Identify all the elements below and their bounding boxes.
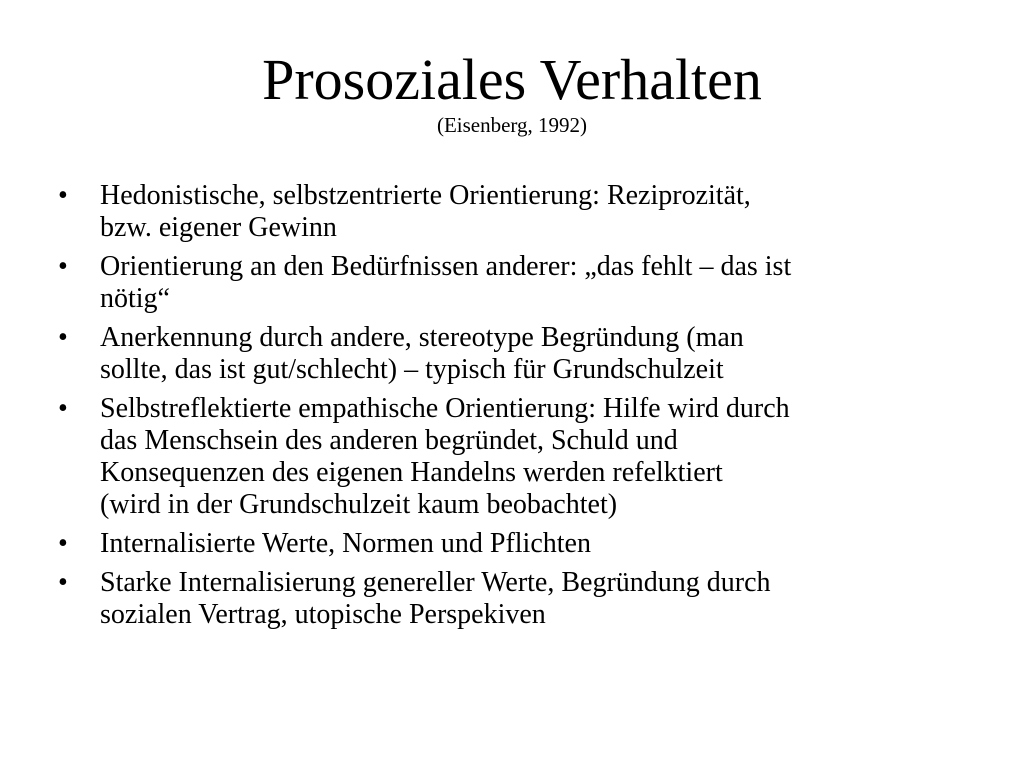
bullet-line: Hedonistische, selbstzentrierte Orientierung: Reziprozität, [100,180,751,211]
bullet-icon: • [58,528,68,559]
bullet-list [58,180,958,638]
bullet-line: Anerkennung durch andere, stereotype Begründung (man [100,322,744,353]
bullet-line: Orientierung an den Bedürfnissen anderer: „das fehlt – das ist [100,251,792,282]
bullet-line: das Menschsein des anderen begründet, Schuld und [100,425,678,456]
bullet-item-hedonistic [58,180,958,244]
bullet-line: Konsequenzen des eigenen Handelns werden refelktiert [100,457,723,488]
bullet-icon: • [58,180,68,211]
bullet-line: (wird in der Grundschulzeit kaum beobachtet) [100,489,618,520]
bullet-item-approval [58,322,958,386]
bullet-line: sozialen Vertrag, utopische Perspekiven [100,599,546,630]
bullet-line: nötig“ [100,283,170,314]
bullet-item-needs-oriented [58,251,958,315]
bullet-line: Selbstreflektierte empathische Orientierung: Hilfe wird durch [100,393,790,424]
bullet-line: Starke Internalisierung genereller Werte, Begründung durch [100,567,771,598]
bullet-icon: • [58,567,68,598]
bullet-item-internalized [58,528,958,560]
bullet-item-empathic [58,393,958,521]
bullet-icon: • [58,322,68,353]
bullet-line: Internalisierte Werte, Normen und Pflichten [100,528,591,559]
bullet-icon: • [58,251,68,282]
bullet-item-strong-internalization [58,567,958,631]
slide-title: Prosoziales Verhalten [262,47,762,112]
title-block [0,44,1024,138]
bullet-line: sollte, das ist gut/schlecht) – typisch für Grundschulzeit [100,354,724,385]
slide-subtitle: (Eisenberg, 1992) [436,113,588,137]
bullet-line: bzw. eigener Gewinn [100,212,337,243]
bullet-icon: • [58,393,68,424]
